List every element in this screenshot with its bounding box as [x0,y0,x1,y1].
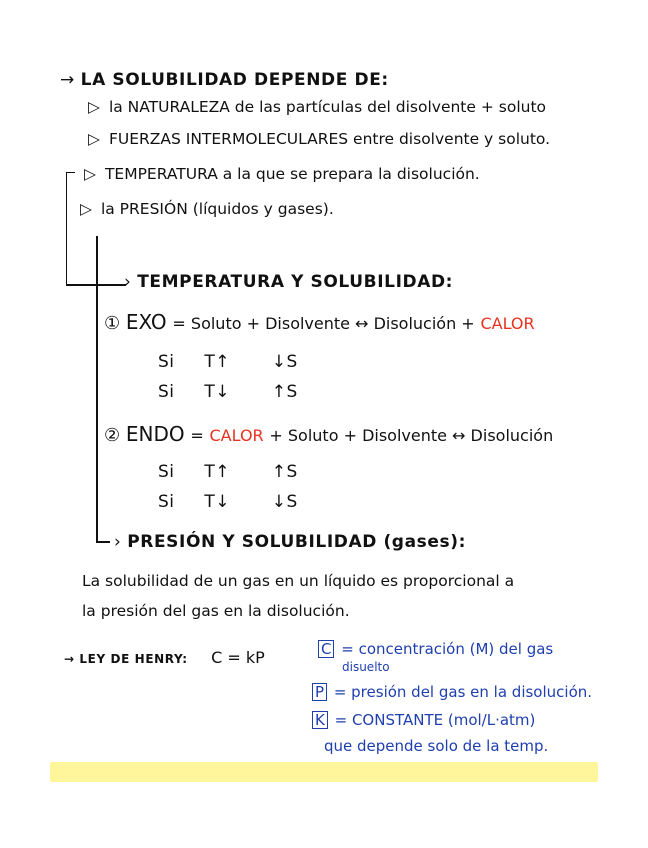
definition-text: = presión del gas en la disolución. [333,683,593,701]
si-label: Si [158,462,175,482]
henry-law-row [64,648,265,667]
variable-box: P [312,683,327,701]
factor-item [84,130,550,148]
factor-text: la NATURALEZA de las partículas del disolvente + soluto [108,98,547,116]
definition-continuation: que depende solo de la temp. [324,737,549,755]
solubility-change: ↓S [271,352,298,372]
pressure-section-title-row [114,532,466,552]
exo-equation [104,310,535,334]
temp-change: T↑ [204,462,230,482]
exo-equation-left: = Soluto + Disolvente ↔ Disolución + [172,314,475,333]
factor-text: TEMPERATURA a la que se prepara la disolución. [104,165,480,183]
temp-change: T↓ [204,382,230,402]
solubility-change: ↓S [271,492,298,512]
solubility-change: ↑S [271,462,298,482]
solubility-change: ↑S [271,382,298,402]
pressure-text-line: La solubilidad de un gas en un líquido es proporcional a [82,572,515,590]
endo-heat: CALOR [209,426,264,445]
factor-text: la PRESIÓN (líquidos y gases). [100,200,334,218]
triangle-bullet-icon: ▷ [84,165,96,183]
pressure-section-title: PRESIÓN Y SOLUBILIDAD (gases): [127,532,466,552]
endo-equation [104,422,553,446]
temp-section-title: TEMPERATURA Y SOLUBILIDAD: [137,272,454,292]
endo-equation-start: = [190,426,204,445]
exo-label: EXO [125,310,167,334]
connector-bracket [66,172,75,285]
arrow-icon: → [60,70,75,90]
exo-number: ① [104,313,121,334]
connector-arrow-line [96,541,110,543]
highlighter-stripe [50,762,598,782]
endo-equation-right: + Soluto + Disolvente ↔ Disolución [269,426,554,445]
endo-row [158,492,298,512]
exo-heat: CALOR [480,314,535,333]
header-line [60,70,389,90]
exo-row [158,352,298,372]
henry-definition [312,711,535,729]
arrow-icon: › [114,532,122,552]
triangle-bullet-icon: ▷ [88,98,100,116]
temp-change: T↑ [204,352,230,372]
definition-text: = CONSTANTE (mol/L·atm) [334,711,536,729]
factor-item [80,165,480,183]
connector-vertical-line [96,236,98,542]
factor-item [84,98,546,116]
triangle-bullet-icon: ▷ [80,200,92,218]
si-label: Si [158,492,175,512]
arrow-icon: › [124,272,132,292]
variable-box: C [318,640,334,658]
factor-text: FUERZAS INTERMOLECULARES entre disolvente y soluto. [108,130,551,148]
endo-label: ENDO [125,422,185,446]
henry-definition [312,683,592,701]
variable-box: K [312,711,328,729]
triangle-bullet-icon: ▷ [88,130,100,148]
temp-change: T↓ [204,492,230,512]
temp-section-title-row [124,272,453,292]
henry-label: → LEY DE HENRY: [64,652,188,666]
exo-row [158,382,298,402]
page-title: LA SOLUBILIDAD DEPENDE DE: [80,70,389,90]
definition-continuation: disuelto [342,660,390,674]
si-label: Si [158,382,175,402]
definition-text: = concentración (M) del gas [341,640,554,658]
si-label: Si [158,352,175,372]
factor-item [76,200,334,218]
pressure-text-line: la presión del gas en la disolución. [82,602,350,620]
endo-row [158,462,298,482]
henry-formula: C = kP [211,648,265,667]
endo-number: ② [104,425,121,446]
henry-definition [318,640,553,658]
